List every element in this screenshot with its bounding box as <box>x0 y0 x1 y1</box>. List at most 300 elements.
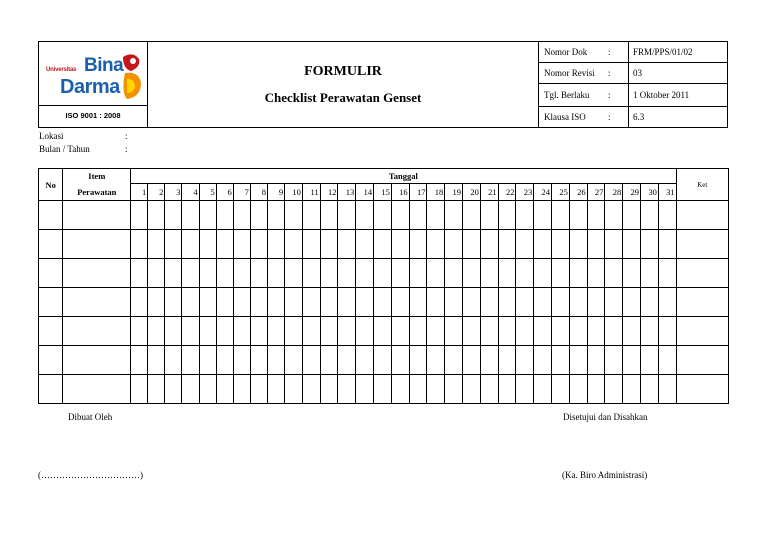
cell-day[interactable] <box>250 201 267 230</box>
cell-day[interactable] <box>409 346 427 375</box>
cell-day[interactable] <box>268 201 285 230</box>
day-header: 12 <box>320 184 338 201</box>
cell-day[interactable] <box>374 346 392 375</box>
cell-day[interactable] <box>250 230 267 259</box>
day-header: 26 <box>569 184 587 201</box>
cell-day[interactable] <box>302 230 320 259</box>
cell-day[interactable] <box>182 201 199 230</box>
cell-day[interactable] <box>199 288 216 317</box>
cell-day[interactable] <box>516 230 534 259</box>
cell-day[interactable] <box>498 375 516 404</box>
cell-day[interactable] <box>569 259 587 288</box>
cell-day[interactable] <box>199 230 216 259</box>
cell-day[interactable] <box>445 230 463 259</box>
cell-day[interactable] <box>356 346 374 375</box>
cell-day[interactable] <box>641 230 659 259</box>
cell-day[interactable] <box>498 288 516 317</box>
cell-day[interactable] <box>268 317 285 346</box>
cell-day[interactable] <box>480 201 498 230</box>
cell-day[interactable] <box>165 375 182 404</box>
cell-day[interactable] <box>463 201 481 230</box>
meta-label-nomor-dok: Nomor Dok <box>539 42 609 63</box>
cell-day[interactable] <box>569 288 587 317</box>
meta-value-nomor-revisi: 03 <box>629 63 728 84</box>
cell-day[interactable] <box>409 201 427 230</box>
cell-day[interactable] <box>569 317 587 346</box>
day-header: 3 <box>165 184 182 201</box>
column-header-item-line1: Item <box>63 169 131 184</box>
cell-day[interactable] <box>320 317 338 346</box>
cell-day[interactable] <box>356 259 374 288</box>
logo-divider <box>39 105 147 106</box>
cell-day[interactable] <box>250 375 267 404</box>
cell-day[interactable] <box>605 201 623 230</box>
day-header: 23 <box>516 184 534 201</box>
cell-day[interactable] <box>658 201 676 230</box>
cell-day[interactable] <box>391 230 409 259</box>
cell-day[interactable] <box>498 259 516 288</box>
day-header: 19 <box>445 184 463 201</box>
cell-day[interactable] <box>148 259 165 288</box>
day-header: 2 <box>148 184 165 201</box>
cell-day[interactable] <box>445 317 463 346</box>
cell-day[interactable] <box>409 288 427 317</box>
cell-day[interactable] <box>131 375 148 404</box>
table-row <box>39 201 729 230</box>
cell-day[interactable] <box>516 317 534 346</box>
cell-no[interactable] <box>39 375 63 404</box>
cell-item[interactable] <box>63 375 131 404</box>
column-header-ket: Ket <box>676 169 728 201</box>
table-row <box>39 375 729 404</box>
cell-day[interactable] <box>374 288 392 317</box>
cell-day[interactable] <box>233 375 250 404</box>
cell-day[interactable] <box>165 346 182 375</box>
cell-day[interactable] <box>623 375 641 404</box>
cell-day[interactable] <box>427 201 445 230</box>
cell-day[interactable] <box>391 375 409 404</box>
cell-day[interactable] <box>641 259 659 288</box>
cell-day[interactable] <box>356 288 374 317</box>
cell-day[interactable] <box>302 375 320 404</box>
meta-label-tgl-berlaku: Tgl. Berlaku <box>539 84 609 106</box>
cell-ket[interactable] <box>676 346 728 375</box>
cell-day[interactable] <box>587 375 605 404</box>
cell-day[interactable] <box>534 375 552 404</box>
cell-day[interactable] <box>233 317 250 346</box>
day-header: 13 <box>338 184 356 201</box>
cell-day[interactable] <box>480 346 498 375</box>
cell-day[interactable] <box>356 201 374 230</box>
cell-day[interactable] <box>320 230 338 259</box>
cell-item[interactable] <box>63 346 131 375</box>
cell-day[interactable] <box>165 230 182 259</box>
cell-day[interactable] <box>320 375 338 404</box>
cell-day[interactable] <box>302 201 320 230</box>
cell-day[interactable] <box>338 317 356 346</box>
cell-day[interactable] <box>338 259 356 288</box>
cell-day[interactable] <box>605 317 623 346</box>
cell-day[interactable] <box>391 288 409 317</box>
cell-day[interactable] <box>250 317 267 346</box>
cell-no[interactable] <box>39 317 63 346</box>
cell-day[interactable] <box>534 201 552 230</box>
logo-name-bottom: Darma <box>60 76 120 98</box>
cell-day[interactable] <box>285 230 303 259</box>
cell-day[interactable] <box>216 288 233 317</box>
cell-day[interactable] <box>552 201 570 230</box>
day-header: 18 <box>427 184 445 201</box>
cell-day[interactable] <box>391 317 409 346</box>
cell-day[interactable] <box>338 346 356 375</box>
column-header-item-line2: Perawatan <box>63 184 131 201</box>
cell-day[interactable] <box>216 259 233 288</box>
cell-day[interactable] <box>587 259 605 288</box>
cell-day[interactable] <box>233 346 250 375</box>
meta-value-tgl-berlaku: 1 Oktober 2011 <box>629 84 728 106</box>
cell-day[interactable] <box>409 375 427 404</box>
cell-no[interactable] <box>39 230 63 259</box>
cell-ket[interactable] <box>676 375 728 404</box>
cell-day[interactable] <box>216 317 233 346</box>
cell-day[interactable] <box>658 317 676 346</box>
meta-colon: : <box>608 63 629 84</box>
logo-cell <box>39 42 148 128</box>
cell-day[interactable] <box>148 346 165 375</box>
cell-day[interactable] <box>338 201 356 230</box>
cell-day[interactable] <box>356 230 374 259</box>
cell-item[interactable] <box>63 288 131 317</box>
cell-day[interactable] <box>445 346 463 375</box>
cell-day[interactable] <box>182 375 199 404</box>
cell-day[interactable] <box>285 259 303 288</box>
cell-ket[interactable] <box>676 230 728 259</box>
cell-day[interactable] <box>320 346 338 375</box>
logo-mark-icon <box>119 53 143 103</box>
column-header-no: No <box>39 169 63 201</box>
cell-day[interactable] <box>338 375 356 404</box>
lokasi-label: Lokasi <box>39 131 64 141</box>
cell-day[interactable] <box>445 375 463 404</box>
cell-day[interactable] <box>569 346 587 375</box>
cell-day[interactable] <box>658 230 676 259</box>
cell-day[interactable] <box>534 317 552 346</box>
cell-day[interactable] <box>356 317 374 346</box>
cell-day[interactable] <box>199 259 216 288</box>
cell-day[interactable] <box>199 201 216 230</box>
meta-colon: : <box>608 106 629 127</box>
day-header: 11 <box>302 184 320 201</box>
cell-no[interactable] <box>39 201 63 230</box>
cell-item[interactable] <box>63 230 131 259</box>
cell-day[interactable] <box>658 346 676 375</box>
cell-day[interactable] <box>587 201 605 230</box>
cell-day[interactable] <box>148 288 165 317</box>
cell-day[interactable] <box>552 230 570 259</box>
cell-day[interactable] <box>445 201 463 230</box>
cell-day[interactable] <box>268 346 285 375</box>
cell-day[interactable] <box>199 346 216 375</box>
day-header: 1 <box>131 184 148 201</box>
column-header-tanggal: Tanggal <box>131 169 676 184</box>
cell-day[interactable] <box>131 259 148 288</box>
cell-day[interactable] <box>463 288 481 317</box>
cell-day[interactable] <box>302 317 320 346</box>
cell-day[interactable] <box>250 346 267 375</box>
cell-day[interactable] <box>605 259 623 288</box>
cell-day[interactable] <box>463 230 481 259</box>
cell-day[interactable] <box>131 288 148 317</box>
cell-day[interactable] <box>320 288 338 317</box>
cell-day[interactable] <box>641 317 659 346</box>
cell-day[interactable] <box>623 259 641 288</box>
cell-day[interactable] <box>250 288 267 317</box>
cell-day[interactable] <box>285 346 303 375</box>
cell-day[interactable] <box>658 375 676 404</box>
cell-day[interactable] <box>165 317 182 346</box>
form-title: FORMULIR <box>304 63 382 79</box>
cell-item[interactable] <box>63 317 131 346</box>
day-header: 27 <box>587 184 605 201</box>
cell-day[interactable] <box>427 346 445 375</box>
cell-day[interactable] <box>534 288 552 317</box>
cell-day[interactable] <box>182 317 199 346</box>
cell-day[interactable] <box>182 346 199 375</box>
cell-day[interactable] <box>268 230 285 259</box>
cell-day[interactable] <box>623 201 641 230</box>
university-logo <box>39 42 147 127</box>
cell-day[interactable] <box>480 259 498 288</box>
cell-day[interactable] <box>338 230 356 259</box>
cell-day[interactable] <box>658 288 676 317</box>
cell-day[interactable] <box>623 230 641 259</box>
cell-day[interactable] <box>148 230 165 259</box>
cell-day[interactable] <box>498 230 516 259</box>
cell-day[interactable] <box>409 259 427 288</box>
cell-day[interactable] <box>463 317 481 346</box>
cell-day[interactable] <box>250 259 267 288</box>
cell-day[interactable] <box>427 375 445 404</box>
day-header: 29 <box>623 184 641 201</box>
prepared-by-label: Dibuat Oleh <box>68 412 113 422</box>
cell-day[interactable] <box>641 375 659 404</box>
cell-day[interactable] <box>480 230 498 259</box>
cell-day[interactable] <box>320 259 338 288</box>
cell-day[interactable] <box>427 288 445 317</box>
cell-day[interactable] <box>302 259 320 288</box>
table-row <box>39 317 729 346</box>
cell-day[interactable] <box>391 259 409 288</box>
meta-colon: : <box>608 84 629 106</box>
cell-day[interactable] <box>569 375 587 404</box>
cell-day[interactable] <box>268 288 285 317</box>
cell-day[interactable] <box>552 346 570 375</box>
cell-day[interactable] <box>641 288 659 317</box>
cell-day[interactable] <box>427 259 445 288</box>
cell-day[interactable] <box>268 259 285 288</box>
cell-day[interactable] <box>516 288 534 317</box>
day-header: 25 <box>552 184 570 201</box>
cell-day[interactable] <box>463 259 481 288</box>
cell-no[interactable] <box>39 346 63 375</box>
cell-day[interactable] <box>641 346 659 375</box>
cell-day[interactable] <box>587 230 605 259</box>
cell-day[interactable] <box>285 375 303 404</box>
cell-item[interactable] <box>63 201 131 230</box>
cell-no[interactable] <box>39 288 63 317</box>
table-row <box>39 230 729 259</box>
cell-ket[interactable] <box>676 317 728 346</box>
day-header: 30 <box>641 184 659 201</box>
day-header: 17 <box>409 184 427 201</box>
table-row <box>39 346 729 375</box>
cell-day[interactable] <box>233 201 250 230</box>
cell-day[interactable] <box>165 288 182 317</box>
cell-day[interactable] <box>374 317 392 346</box>
cell-day[interactable] <box>302 288 320 317</box>
cell-day[interactable] <box>480 375 498 404</box>
cell-day[interactable] <box>285 317 303 346</box>
cell-day[interactable] <box>516 201 534 230</box>
day-header: 6 <box>216 184 233 201</box>
cell-day[interactable] <box>199 375 216 404</box>
title-cell <box>148 42 539 128</box>
cell-day[interactable] <box>587 346 605 375</box>
cell-day[interactable] <box>516 375 534 404</box>
document-header <box>38 41 728 128</box>
cell-day[interactable] <box>605 375 623 404</box>
cell-day[interactable] <box>233 230 250 259</box>
cell-day[interactable] <box>641 201 659 230</box>
form-subtitle: Checklist Perawatan Genset <box>264 89 422 105</box>
cell-day[interactable] <box>182 288 199 317</box>
cell-day[interactable] <box>356 375 374 404</box>
cell-day[interactable] <box>623 346 641 375</box>
day-header: 20 <box>463 184 481 201</box>
cell-day[interactable] <box>391 346 409 375</box>
cell-day[interactable] <box>480 317 498 346</box>
cell-day[interactable] <box>131 317 148 346</box>
cell-item[interactable] <box>63 259 131 288</box>
cell-day[interactable] <box>516 346 534 375</box>
cell-day[interactable] <box>552 288 570 317</box>
day-header: 15 <box>374 184 392 201</box>
cell-day[interactable] <box>463 375 481 404</box>
cell-day[interactable] <box>498 317 516 346</box>
checklist-table <box>38 168 729 404</box>
cell-day[interactable] <box>552 317 570 346</box>
cell-day[interactable] <box>216 375 233 404</box>
approved-by-label: Disetujui dan Disahkan <box>563 412 648 422</box>
cell-day[interactable] <box>534 230 552 259</box>
cell-day[interactable] <box>658 259 676 288</box>
cell-day[interactable] <box>605 230 623 259</box>
cell-day[interactable] <box>534 346 552 375</box>
cell-no[interactable] <box>39 259 63 288</box>
prepared-by-signature-line: (……………………………) <box>38 470 143 480</box>
cell-day[interactable] <box>374 201 392 230</box>
cell-day[interactable] <box>182 230 199 259</box>
cell-day[interactable] <box>427 317 445 346</box>
cell-day[interactable] <box>199 317 216 346</box>
day-header: 10 <box>285 184 303 201</box>
cell-day[interactable] <box>268 375 285 404</box>
cell-day[interactable] <box>587 317 605 346</box>
cell-day[interactable] <box>391 201 409 230</box>
cell-day[interactable] <box>285 201 303 230</box>
cell-day[interactable] <box>131 201 148 230</box>
logo-name-top: Bina <box>84 55 124 76</box>
cell-day[interactable] <box>131 230 148 259</box>
day-header: 16 <box>391 184 409 201</box>
meta-value-nomor-dok: FRM/PPS/01/02 <box>629 42 728 63</box>
table-row <box>39 259 729 288</box>
cell-day[interactable] <box>427 230 445 259</box>
cell-day[interactable] <box>463 346 481 375</box>
cell-day[interactable] <box>409 317 427 346</box>
meta-label-nomor-revisi: Nomor Revisi <box>539 63 609 84</box>
cell-day[interactable] <box>182 259 199 288</box>
cell-day[interactable] <box>498 201 516 230</box>
cell-ket[interactable] <box>676 288 728 317</box>
cell-day[interactable] <box>233 288 250 317</box>
cell-day[interactable] <box>285 288 303 317</box>
cell-day[interactable] <box>148 201 165 230</box>
cell-day[interactable] <box>165 259 182 288</box>
cell-day[interactable] <box>374 375 392 404</box>
cell-day[interactable] <box>516 259 534 288</box>
cell-day[interactable] <box>131 346 148 375</box>
cell-day[interactable] <box>569 230 587 259</box>
table-row <box>39 288 729 317</box>
cell-day[interactable] <box>552 259 570 288</box>
cell-day[interactable] <box>445 259 463 288</box>
cell-day[interactable] <box>374 259 392 288</box>
cell-day[interactable] <box>216 346 233 375</box>
day-header: 7 <box>233 184 250 201</box>
cell-day[interactable] <box>445 288 463 317</box>
cell-day[interactable] <box>233 259 250 288</box>
cell-day[interactable] <box>534 259 552 288</box>
cell-day[interactable] <box>498 346 516 375</box>
day-header: 24 <box>534 184 552 201</box>
cell-day[interactable] <box>148 317 165 346</box>
cell-day[interactable] <box>216 201 233 230</box>
cell-day[interactable] <box>165 201 182 230</box>
cell-day[interactable] <box>148 375 165 404</box>
day-header: 22 <box>498 184 516 201</box>
cell-ket[interactable] <box>676 201 728 230</box>
cell-day[interactable] <box>623 288 641 317</box>
cell-day[interactable] <box>409 230 427 259</box>
cell-day[interactable] <box>302 346 320 375</box>
cell-day[interactable] <box>216 230 233 259</box>
day-header: 28 <box>605 184 623 201</box>
cell-day[interactable] <box>338 288 356 317</box>
cell-day[interactable] <box>605 288 623 317</box>
cell-day[interactable] <box>374 230 392 259</box>
day-header: 5 <box>199 184 216 201</box>
cell-day[interactable] <box>623 317 641 346</box>
cell-day[interactable] <box>480 288 498 317</box>
day-header: 14 <box>356 184 374 201</box>
cell-day[interactable] <box>587 288 605 317</box>
cell-day[interactable] <box>605 346 623 375</box>
cell-day[interactable] <box>320 201 338 230</box>
cell-day[interactable] <box>552 375 570 404</box>
cell-day[interactable] <box>569 201 587 230</box>
cell-ket[interactable] <box>676 259 728 288</box>
